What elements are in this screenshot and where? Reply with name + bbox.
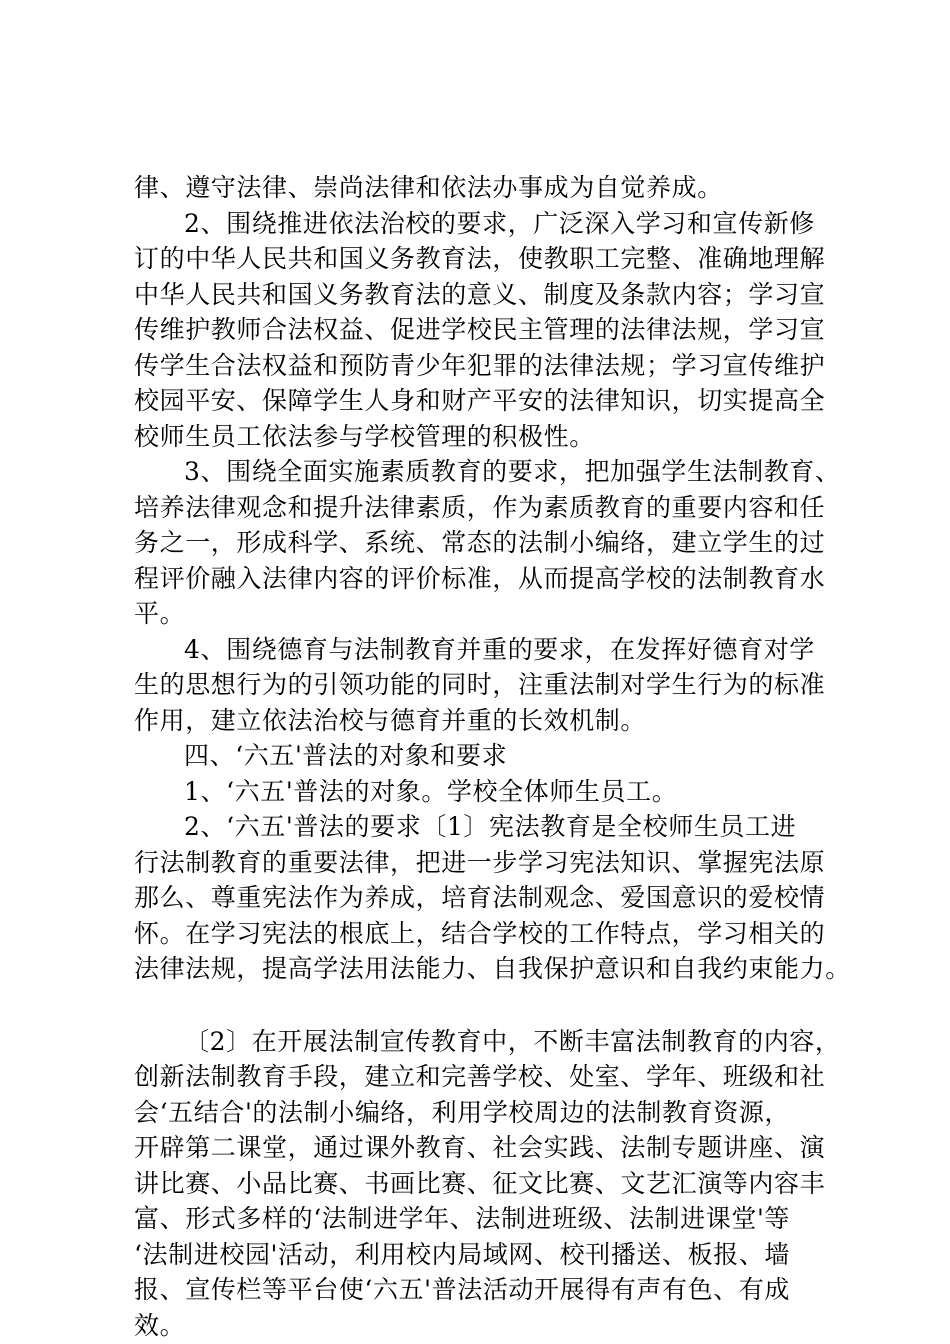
text-line: 会‘五结合'的法制小编络，利用学校周边的法制教育资源， bbox=[134, 1097, 791, 1127]
text-line: 报、宣传栏等平台使‘六五'普法活动开展得有声有色、有成 bbox=[134, 1275, 791, 1304]
text-line: 怀。在学习宪法的根底上，结合学校的工作特点，学习相关的 bbox=[134, 918, 826, 948]
text-line: 传维护教师合法权益、促进学校民主管理的法律法规，学习宣 bbox=[134, 315, 826, 344]
text-line: 程评价融入法律内容的评价标准，从而提高学校的法制教育水 bbox=[134, 563, 826, 593]
paragraph-item-2-start: 〔2〕在开展法制宣传教育中，不断丰富法制教育的内容， bbox=[184, 1026, 841, 1056]
paragraph-2-start: 2、围绕推进依法治校的要求，广泛深入学习和宣传新修 bbox=[184, 208, 815, 238]
paragraph-3-start: 3、围绕全面实施素质教育的要求，把加强学生法制教育、 bbox=[184, 457, 841, 486]
text-line: 培养法律观念和提升法律素质，作为素质教育的重要内容和任 bbox=[134, 492, 826, 522]
text-line: 创新法制教育手段，建立和完善学校、处室、学年、班级和社 bbox=[134, 1062, 826, 1091]
text-line: 开辟第二课堂，通过课外教育、社会实践、法制专题讲座、演 bbox=[134, 1133, 826, 1162]
text-line: ‘法制进校园'活动，利用校内局域网、校刊播送、板报、墙 bbox=[134, 1239, 791, 1269]
text-line: 校园平安、保障学生人身和财产平安的法律知识，切实提高全 bbox=[134, 386, 826, 415]
text-line: 效。 bbox=[134, 1310, 186, 1340]
paragraph-gap bbox=[134, 987, 834, 1024]
text-line: 中华人民共和国义务教育法的意义、制度及条款内容；学习宣 bbox=[134, 279, 826, 309]
text-line: 那么、尊重宪法作为养成，培育法制观念、爱国意识的爱校情 bbox=[134, 883, 826, 912]
paragraph-object: 1、‘六五'普法的对象。学校全体师生员工。 bbox=[184, 776, 678, 806]
text-line: 行法制教育的重要法律，把进一步学习宪法知识、掌握宪法原 bbox=[134, 847, 826, 877]
text-line: 生的思想行为的引领功能的同时，注重法制对学生行为的标准 bbox=[134, 670, 826, 699]
text-line: 法律法规，提高学法用法能力、自我保护意识和自我约束能力。 bbox=[134, 954, 851, 983]
text-line: 订的中华人民共和国义务教育法，使教职工完整、准确地理解 bbox=[134, 244, 826, 273]
text-line: 富、形式多样的‘法制进学年、法制进班级、法制进课堂'等 bbox=[134, 1204, 791, 1233]
text-line: 务之一，形成科学、系统、常态的法制小编络，建立学生的过 bbox=[134, 528, 826, 557]
text-line: 平。 bbox=[134, 599, 186, 628]
text-line: 讲比赛、小品比赛、书画比赛、征文比赛、文艺汇演等内容丰 bbox=[134, 1168, 826, 1198]
paragraph-requirements-start: 2、‘六五'普法的要求〔1〕宪法教育是全校师生员工进 bbox=[184, 812, 797, 841]
text-line: 校师生员工依法参与学校管理的积极性。 bbox=[134, 421, 595, 451]
text-line: 律、遵守法律、崇尚法律和依法办事成为自觉养成。 bbox=[134, 173, 723, 202]
text-line: 作用，建立依法治校与德育并重的长效机制。 bbox=[134, 705, 647, 735]
document-body bbox=[134, 170, 851, 1343]
section-heading: 四、‘六五'普法的对象和要求 bbox=[184, 741, 508, 770]
paragraph-4-start: 4、围绕德育与法制教育并重的要求，在发挥好德育对学 bbox=[184, 634, 815, 664]
text-line: 传学生合法权益和预防青少年犯罪的法律法规；学习宣传维护 bbox=[134, 350, 826, 380]
